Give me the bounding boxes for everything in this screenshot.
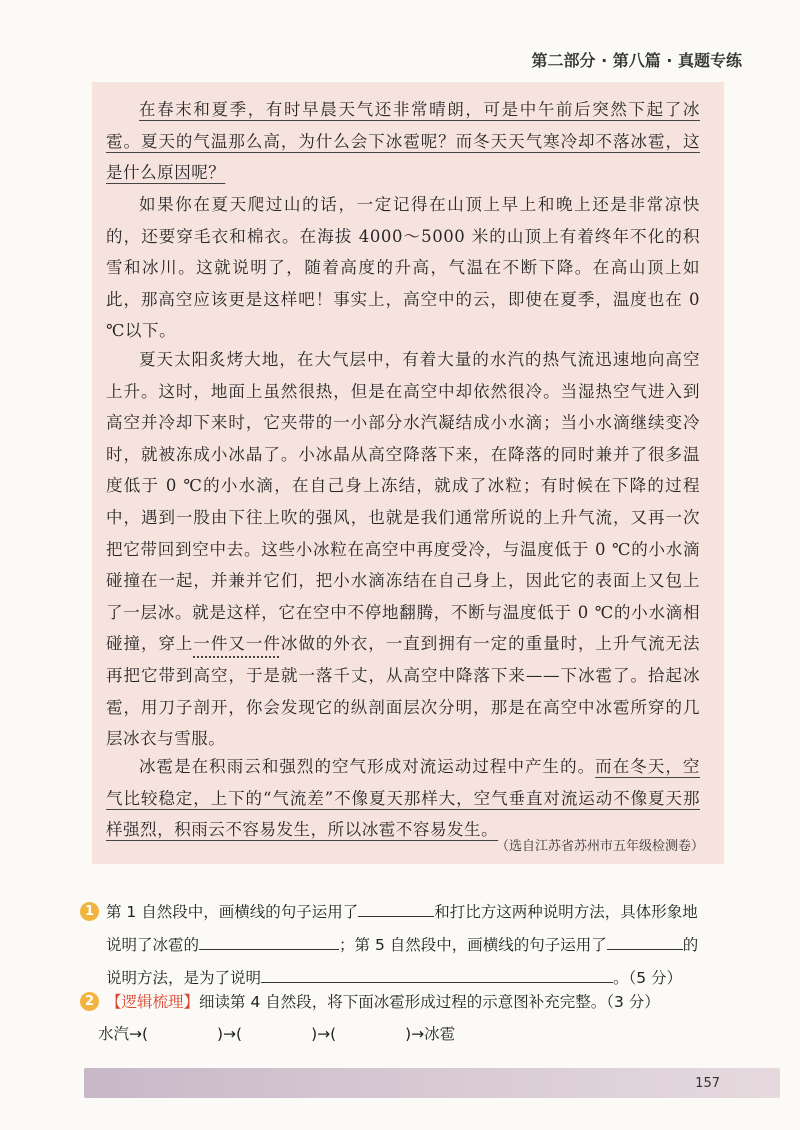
q1-blank-2[interactable]	[199, 929, 339, 950]
paragraph-4-part-a: 冰雹是在积雨云和强烈的空气形成对流运动过程中产生的。	[139, 757, 596, 776]
q2-text: 细读第 4 自然段，将下面冰雹形成过程的示意图补充完整。（3 分）	[199, 993, 660, 1011]
paragraph-3-dotted: 一件又一件	[193, 634, 281, 654]
page-number: 157	[695, 1076, 720, 1091]
q1-text-f: 说明方法，是为了说明	[106, 969, 262, 987]
question-2-badge: 2	[80, 992, 99, 1011]
page-header: 第二部分 · 第八篇 · 真题专练	[531, 51, 742, 70]
q1-text-d: ；第 5 自然段中，画横线的句子运用了	[339, 936, 607, 954]
logic-tag: 【逻辑梳理】	[106, 993, 200, 1011]
q1-text-g: 。（5 分）	[613, 969, 683, 987]
paragraph-1-text: 在春末和夏季，有时早晨天气还非常晴朗，可是中午前后突然下起了冰雹。夏天的气温那么高，为什么会下冰雹呢？而冬天天气寒冷却不落冰雹，这是什么原因呢？	[106, 100, 700, 183]
paragraph-3	[106, 344, 700, 755]
q1-blank-4[interactable]	[261, 962, 613, 983]
footer-bar	[84, 1068, 780, 1098]
paragraph-3-part-b: 冰做的外衣，一直到拥有一定的重量时，上升气流无法再把它带到高空，于是就一落千丈，从高空中降落下来——下冰雹了。拾起冰雹，用刀子剖开，你会发现它的纵剖面层次分明，那是在高空中冰雹所穿的几层冰衣与雪服。	[106, 634, 701, 749]
paragraph-4	[106, 751, 700, 846]
q1-blank-1[interactable]	[358, 896, 434, 917]
hail-formation-flow[interactable]: 水汽→( )→( )→( )→冰雹	[98, 1025, 456, 1043]
question-2	[82, 986, 722, 1019]
paragraph-2: 如果你在夏天爬过山的话，一定记得在山顶上早上和晚上还是非常凉快的，还要穿毛衣和棉衣。在海拔 4000～5000 米的山顶上有着终年不化的积雪和冰川。这就说明了，随着高度的升高，气温在不断下降。在高山顶上如此，那高空应该更是这样吧！事实上，高空中的云，即使在夏季，温度也在 0 ℃以下。	[106, 195, 700, 341]
passage-source: （选自江苏省苏州市五年级检测卷）	[495, 839, 704, 854]
q1-text-b: 和打比方这两种说明方法，具体形象地	[434, 903, 698, 921]
question-1	[82, 896, 722, 995]
paragraph-3-part-a: 夏天太阳炙烤大地，在大气层中，有着大量的水汽的热气流迅速地向高空上升。这时，地面上虽然很热，但是在高空中却依然很冷。当湿热空气进入到高空并冷却下来时，它夹带的一小部分水汽凝结成小水滴；当小水滴继续变冷时，就被冻成小冰晶了。小冰晶从高空降落下来，在降落的同时兼并了很多温度低于 0 ℃的小水滴，在自己身上冻结，就成了冰粒；有时候在下降的过程中，遇到一股由下往上吹的强风，也就是我们通常所说的上升气流，又再一次把它带回到空中去。这些小冰粒在高空中再度受冷，与温度低于 0 ℃的小水滴碰撞在一起，并兼并它们，把小水滴冻结在自己身上，因此它的表面上又包上了一层冰。就是这样，它在空中不停地翻腾，不断与温度低于 0 ℃的小水滴相碰撞，穿上	[106, 350, 700, 654]
question-1-badge: 1	[80, 902, 99, 921]
paragraph-1	[106, 94, 700, 189]
q1-blank-3[interactable]	[607, 929, 683, 950]
q1-text-e: 的	[682, 936, 699, 954]
paragraph-4-underlined: 而在冬天，空气比较稳定，上下的“气流差”不像夏天那样大，空气垂直对流运动不像夏天那样强烈，积雨云不容易发生，所以冰雹不容易发生。	[106, 757, 700, 840]
q1-text-c: 说明了冰雹的	[106, 936, 200, 954]
q1-text-a: 第 1 自然段中，画横线的句子运用了	[106, 903, 359, 921]
